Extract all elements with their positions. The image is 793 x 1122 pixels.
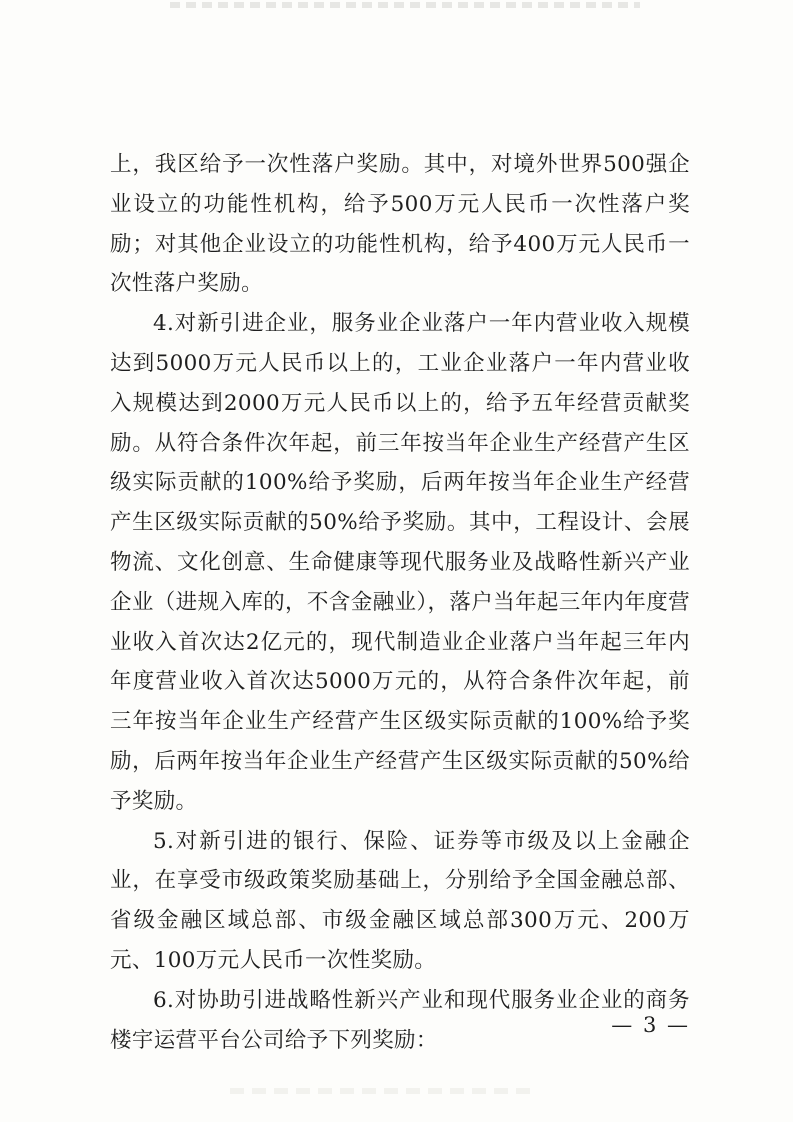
paragraph-item-5: 5.对新引进的银行、保险、证券等市级及以上金融企业，在享受市级政策奖励基础上，分别给予全国金融总部、省级金融区域总部、市级金融区域总部300万元、200万元、100万元人民币一次性奖励。 — [110, 828, 690, 973]
paragraph-continuation: 上，我区给予一次性落户奖励。其中，对境外世界500强企业设立的功能性机构，给予500万元人民币一次性落户奖励；对其他企业设立的功能性机构，给予400万元人民币一次性落户奖励。 — [110, 152, 690, 297]
paragraph-item-6: 6.对协助引进战略性新兴产业和现代服务业企业的商务楼宇运营平台公司给予下列奖励： — [110, 987, 690, 1053]
paragraph-item-4: 4.对新引进企业，服务业企业落户一年内营业收入规模达到5000万元人民币以上的，工业企业落户一年内营业收入规模达到2000万元人民币以上的，给予五年经营贡献奖励。从符合条件次年起，前三年按当年企业生产经营产生区级实际贡献的100%给予奖励，后两年按当年企业生产经营产生区级实际贡献的50%给予奖励。其中，工程设计、会展物流、文化创意、生命健康等现代服务业及战略性新兴产业企业（进规入库的，不含金融业），落户当年起三年内年度营业收入首次达2亿元的，现代制造业企业落户当年起三年内年度营业收入首次达5000万元的，从符合条件次年起，前三年按当年企业生产经营产生区级实际贡献的100%给予奖励，后两年按当年企业生产经营产生区级实际贡献的50%给予奖励。 — [110, 311, 690, 814]
scan-artifact-bottom — [230, 1088, 530, 1094]
page-number: — 3 — — [611, 1013, 690, 1037]
scan-artifact-top — [170, 2, 640, 8]
body-text — [110, 145, 690, 1060]
